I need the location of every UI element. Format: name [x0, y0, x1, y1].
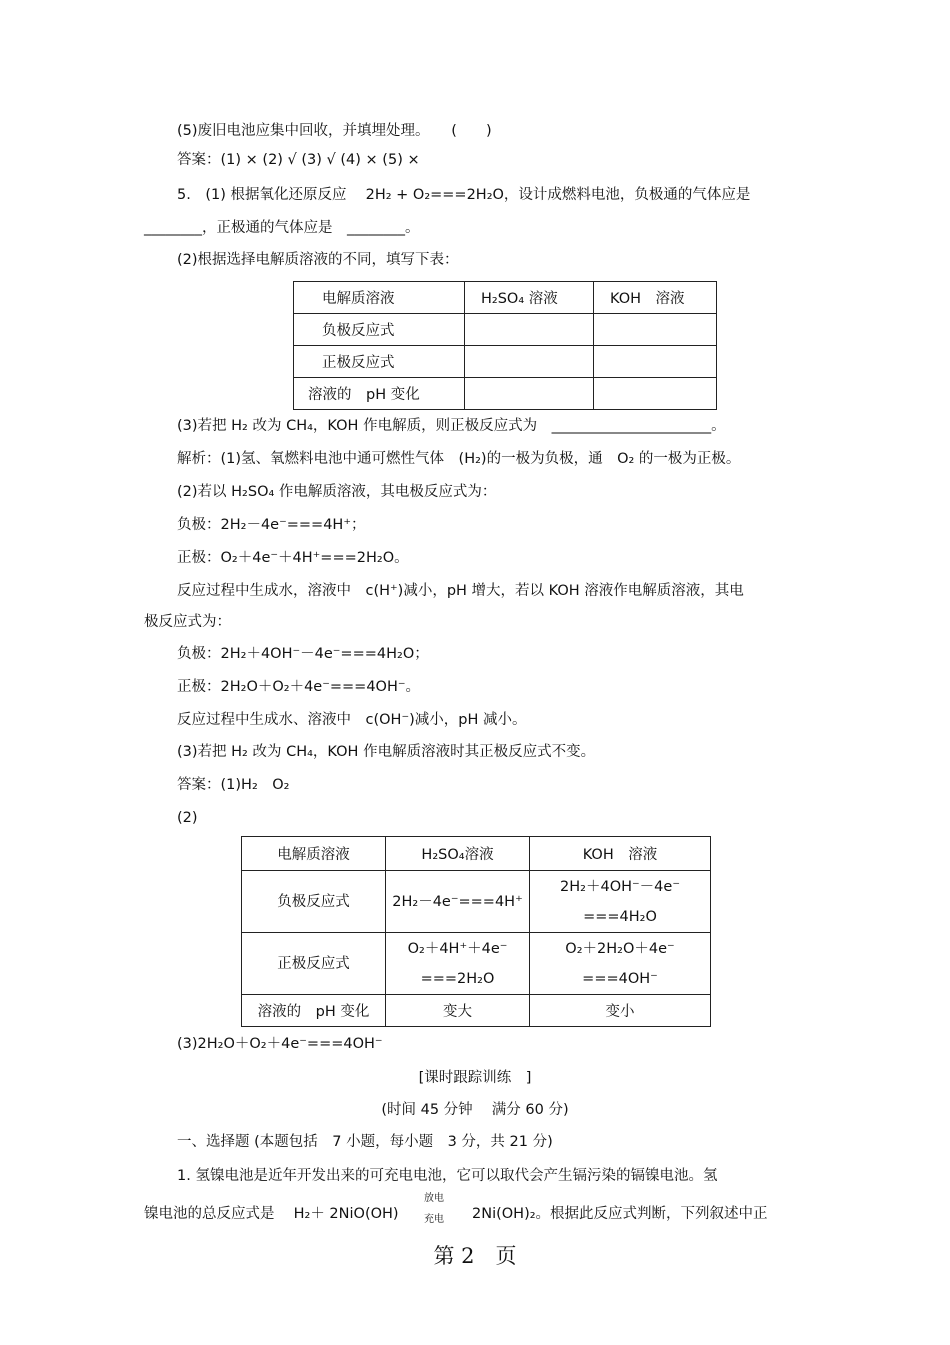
answer-q5-2: (2)	[177, 810, 198, 826]
explanation-line: 负极：2H₂－4e⁻===4H⁺；	[177, 517, 366, 533]
question-1-cont: 2Ni(OH)₂。根据此反应式判断，下列叙述中正	[472, 1206, 768, 1222]
answer-table-blank	[293, 281, 717, 410]
explanation-line: 正极：2H₂O＋O₂＋4e⁻===4OH⁻。	[177, 679, 421, 695]
table-row: 电解质溶液 H₂SO₄ 溶液 KOH 溶液	[294, 282, 717, 314]
part-heading: 一、选择题 (本题包括 7 小题，每小题 3 分，共 21 分)	[177, 1134, 553, 1150]
question-1-cont: 镍电池的总反应式是 H₂＋ 2NiO(OH)	[144, 1206, 399, 1222]
table-row: 正极反应式 O₂＋4H⁺＋4e⁻ ===2H₂O O₂＋2H₂O＋4e⁻ ===4OH⁻	[242, 933, 711, 995]
explanation-line: (3)若把 H₂ 改为 CH₄，KOH 作电解质溶液时其正极反应式不变。	[177, 744, 596, 760]
reaction-label-charge: 充电	[424, 1214, 444, 1225]
explanation-line: 极反应式为：	[144, 614, 231, 630]
question-5-2: (2)根据选择电解质溶液的不同，填写下表：	[177, 252, 459, 268]
table-row: 负极反应式	[294, 314, 717, 346]
question-5-1: 5. (1) 根据氧化还原反应 2H₂ + O₂===2H₂O，设计成燃料电池，负极通的气体应是	[177, 187, 751, 203]
explanation-line: 正极：O₂＋4e⁻＋4H⁺===2H₂O。	[177, 550, 409, 566]
table-row: 溶液的 pH 变化 变大 变小	[242, 995, 711, 1027]
answer-q5-1: 答案：(1)H₂ O₂	[177, 777, 290, 793]
table-row: 负极反应式 2H₂－4e⁻===4H⁺ 2H₂＋4OH⁻－4e⁻ ===4H₂O	[242, 871, 711, 933]
section-time: (时间 45 分钟 满分 60 分)	[381, 1102, 569, 1118]
explanation-line: 反应过程中生成水，溶液中 c(H⁺)减小，pH 增大，若以 KOH 溶液作电解质溶液，其电	[177, 583, 744, 599]
page-number: 第 2 页	[433, 1244, 517, 1268]
table-row: 溶液的 pH 变化	[294, 378, 717, 410]
section-title: [课时跟踪训练 ]	[418, 1070, 532, 1086]
reaction-label-discharge: 放电	[424, 1193, 444, 1204]
answer-q4: 答案：(1) × (2) √ (3) √ (4) × (5) ×	[177, 152, 420, 168]
explanation-line: 反应过程中生成水、溶液中 c(OH⁻)减小，pH 减小。	[177, 712, 527, 728]
question-5-3: (3)若把 H₂ 改为 CH₄，KOH 作电解质，则正极反应式为 ______________________。	[177, 418, 726, 434]
explanation-line: (2)若以 H₂SO₄ 作电解质溶液，其电极反应式为：	[177, 484, 497, 500]
explanation-line: 负极：2H₂＋4OH⁻－4e⁻===4H₂O；	[177, 646, 429, 662]
question-4-5: (5)废旧电池应集中回收，并填埋处理。 ( )	[177, 123, 492, 139]
question-5-1-cont: ________，正极通的气体应是 ________。	[144, 220, 420, 236]
answer-q5-3: (3)2H₂O＋O₂＋4e⁻===4OH⁻	[177, 1036, 383, 1052]
table-row: 正极反应式	[294, 346, 717, 378]
table-row: 电解质溶液 H₂SO₄溶液 KOH 溶液	[242, 837, 711, 871]
answer-table-filled	[241, 836, 711, 1027]
explanation-line: 解析：(1)氢、氧燃料电池中通可燃性气体 (H₂)的一极为负极，通 O₂ 的一极为正极。	[177, 451, 741, 467]
question-1: 1. 氢镍电池是近年开发出来的可充电电池，它可以取代会产生镉污染的镉镍电池。氢	[177, 1168, 718, 1184]
